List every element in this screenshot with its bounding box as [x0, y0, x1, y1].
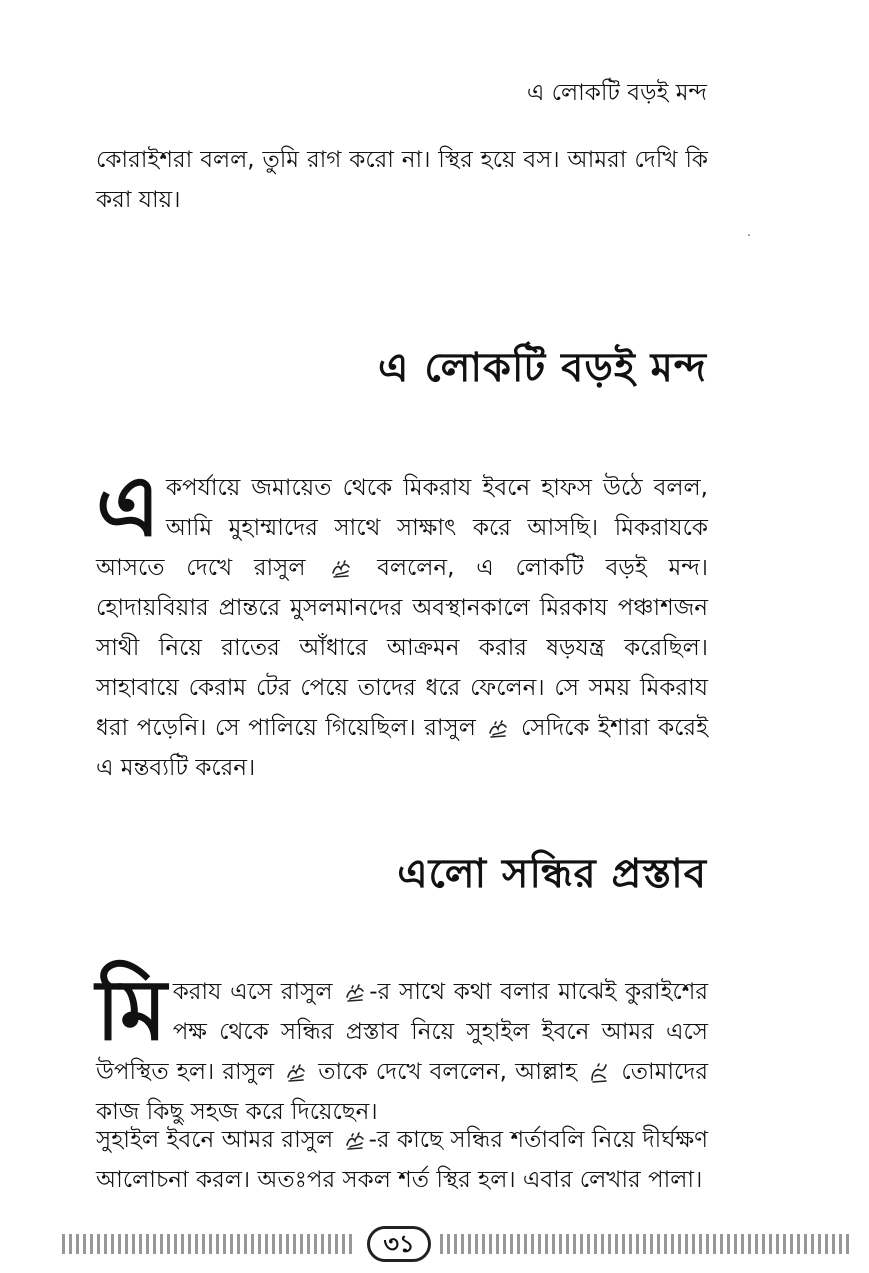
section2-p2-text-a: সুহাইল ইবনে আমর রাসুল [96, 1127, 334, 1153]
section-title-2: এলো সন্ধির প্রস্তাব [397, 851, 707, 897]
section2-paragraph-2 [96, 1120, 708, 1200]
dropcap-letter: মি [96, 960, 167, 1059]
footer-ornament-band [62, 1226, 850, 1262]
ornament-pattern-left [62, 1234, 354, 1254]
section1-paragraph [96, 456, 709, 788]
salawat-calligraphy-icon [487, 718, 509, 740]
page-number: ৩১ [383, 1230, 415, 1258]
section2-text-b: -র সাথে কথা বলার মাঝেই কুরাইশের পক্ষ থেকে সন্ধির প্রস্তাব নিয়ে সুহাইল ইবনে আমর এসে উপস্থিত হল। রাসুল [96, 979, 709, 1085]
section2-text-d: তোমাদের কাজ কিছু সহজ করে দিয়েছেন। [96, 1059, 709, 1125]
section2-text-c: তাকে দেখে বললেন, আল্লাহ [318, 1059, 578, 1085]
section2-p2-text-b: -র কাছে সন্ধির শর্তাবলি নিয়ে দীর্ঘক্ষণ আলোচনা করল। অতঃপর সকল শর্ত স্থির হল। এবার লেখার পালা। [96, 1127, 708, 1193]
opening-paragraph: কোরাইশরা বলল, তুমি রাগ করো না। স্থির হয়ে বস। আমরা দেখি কি করা যায়। [96, 147, 708, 213]
jalla-jalaluhu-calligraphy-icon [588, 1062, 610, 1084]
page-number-badge [367, 1226, 431, 1262]
salawat-calligraphy-icon [344, 1130, 366, 1152]
dropcap-letter: এ [96, 456, 160, 555]
section1-text-b: বললেন, এ লোকটি বড়ই মন্দ। হোদায়বিয়ার প্রান্তরে মুসলমানদের অবস্থানকালে মিরকায পঞ্চাশজন সাথী নিয়ে রাতের আঁধারে আক্রমন করার ষড়যন্ত্র করেছিল। সাহাবায়ে কেরাম টের পেয়ে তাদের ধরে ফেলেন। সে সময় মিকরায ধরা পড়েনি। সে পালিয়ে গিয়েছিল। রাসুল [96, 555, 709, 741]
salawat-calligraphy-icon [344, 982, 366, 1004]
ornament-pattern-right [440, 1234, 850, 1254]
running-header: এ লোকটি বড়ই মন্দ [526, 80, 707, 106]
section1-text-a: কপর্যায়ে জমায়েত থেকে মিকরায ইবনে হাফস উঠে বলল, আমি মুহাম্মাদের সাথে সাক্ষাৎ করে আসছি। মিকরাযকে আসতে দেখে রাসুল [96, 475, 708, 581]
salawat-calligraphy-icon [330, 558, 352, 580]
salawat-calligraphy-icon [285, 1062, 307, 1084]
section1-text-c: সেদিকে ইশারা করেই এ মন্তব্যটি করেন। [96, 715, 709, 781]
section-title-1: এ লোকটি বড়ই মন্দ [378, 345, 707, 391]
section2-paragraph-1 [96, 960, 709, 1132]
section2-text-a: করায এসে রাসুল [172, 979, 333, 1005]
scan-speck [748, 234, 750, 236]
